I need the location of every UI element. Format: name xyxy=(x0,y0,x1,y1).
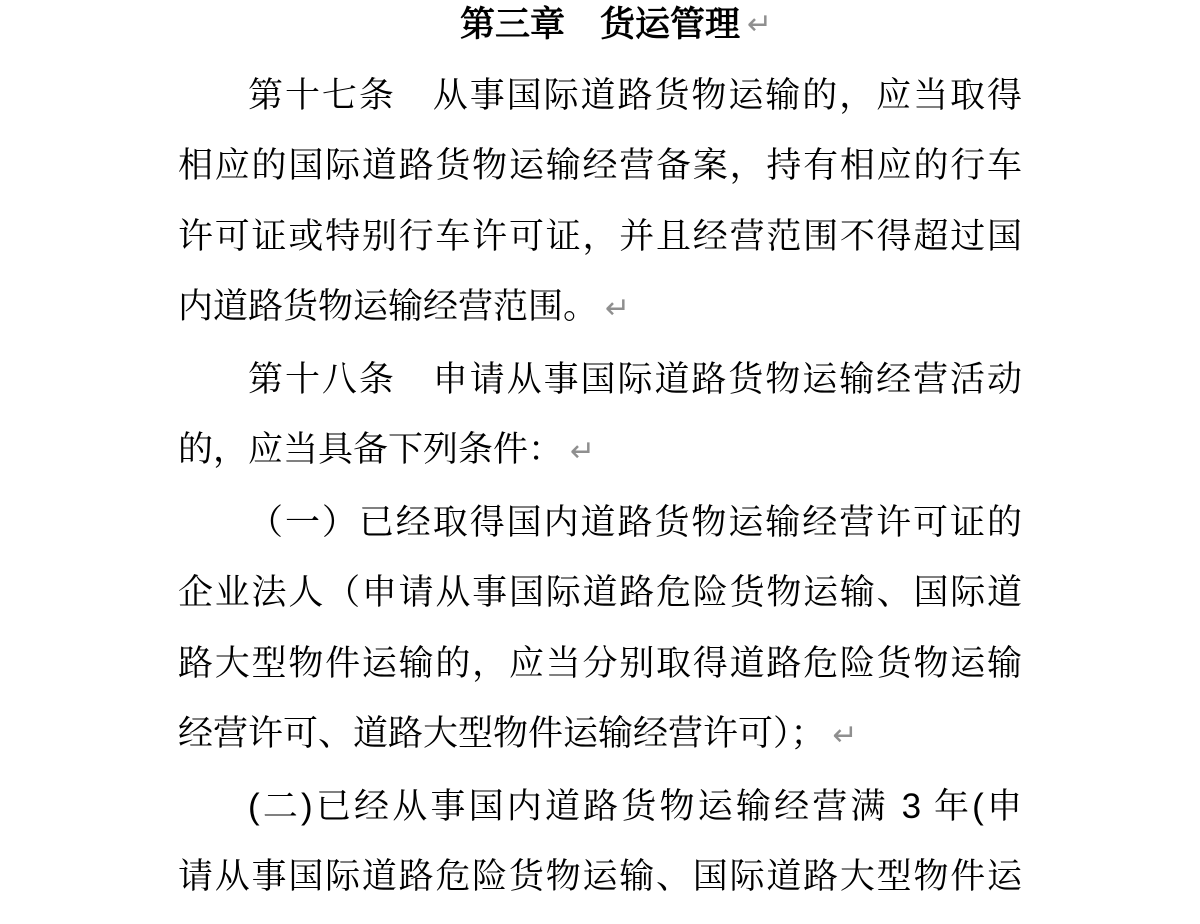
text-line-content: 的，应当具备下列条件： xyxy=(178,430,564,469)
text-line xyxy=(178,131,1022,202)
paragraph-mark-icon: ↵ xyxy=(605,291,631,326)
text-line-content: 第十八条 申请从事国际道路货物运输经营活动 xyxy=(248,359,1022,399)
text-line-content: 第十七条 从事国际道路货物运输的，应当取得 xyxy=(248,75,1022,115)
text-line xyxy=(178,415,1022,488)
text-line-content: 许可证或特别行车许可证，并且经营范围不得超过国 xyxy=(178,216,1022,256)
paragraph-mark-icon: ↵ xyxy=(832,718,858,753)
text-line xyxy=(178,629,1022,700)
text-line xyxy=(178,272,1022,345)
text-line-content: (二)已经从事国内道路货物运输经营满 3 年(申 xyxy=(248,786,1022,826)
paragraph-mark-icon: ↵ xyxy=(570,434,596,469)
text-line xyxy=(178,61,1022,132)
text-line-content: 路大型物件运输的，应当分别取得道路危险货物运输 xyxy=(178,643,1022,683)
text-line xyxy=(178,345,1022,416)
text-line-content: 请从事国际道路危险货物运输、国际道路大型物件运 xyxy=(178,857,1022,896)
text-line-content: （一）已经取得国内道路货物运输经营许可证的 xyxy=(248,502,1022,542)
text-line xyxy=(178,488,1022,559)
document-body xyxy=(178,61,1022,913)
text-line-content: 相应的国际道路货物运输经营备案，持有相应的行车 xyxy=(178,146,1022,185)
chapter-title-text: 第三章 货运管理 xyxy=(459,5,740,44)
text-line xyxy=(178,842,1022,913)
text-line xyxy=(178,772,1022,843)
chapter-title xyxy=(178,0,1022,61)
text-line-content: 企业法人（申请从事国际道路危险货物运输、国际道 xyxy=(178,573,1022,612)
paragraph-mark-icon: ↵ xyxy=(747,7,773,42)
chapter-title-wrap xyxy=(459,0,773,61)
text-line-content: 内道路货物运输经营范围。 xyxy=(178,287,599,326)
text-line xyxy=(178,558,1022,629)
text-line-content: 经营许可、道路大型物件运输经营许可）； xyxy=(178,714,826,753)
text-line xyxy=(178,202,1022,273)
text-line xyxy=(178,699,1022,772)
